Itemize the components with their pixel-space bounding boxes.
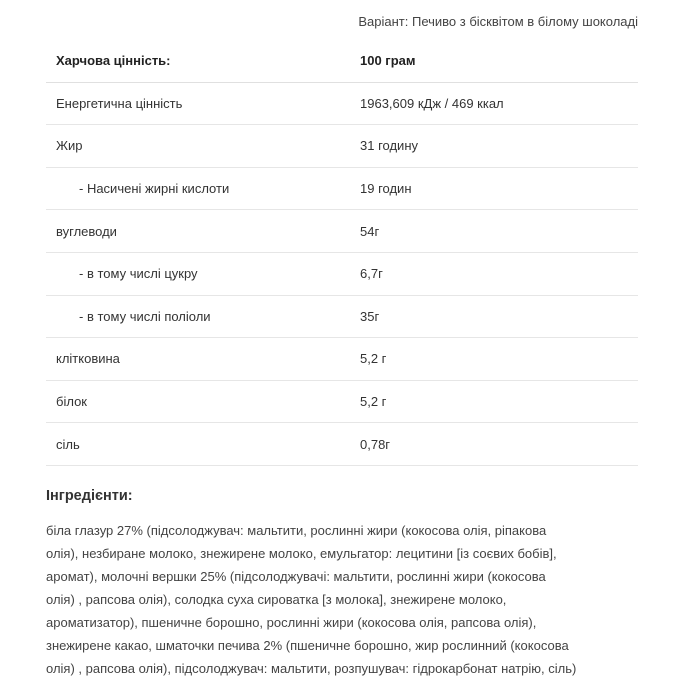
table-row [46, 168, 638, 211]
nutrient-name: вуглеводи [56, 223, 117, 239]
nutrient-name: сіль [56, 436, 80, 452]
nutrient-value: 19 годин [360, 181, 412, 197]
nutrient-value: 1963,609 кДж / 469 ккал [360, 95, 504, 111]
table-row [46, 338, 638, 381]
ingredients-text [46, 519, 646, 680]
nutrient-name: - Насичені жирні кислоти [79, 181, 230, 197]
nutrient-name: клітковина [56, 351, 120, 367]
ingredients-line: олія) , рапсова олія), підсолоджувач: мальтити, розпушувач: гідрокарбонат натрію, сіль) [46, 661, 577, 676]
table-row [46, 296, 638, 339]
nutrient-value: 35г [360, 308, 380, 324]
nutrient-name: - в тому числі поліоли [79, 308, 211, 324]
table-row [46, 83, 638, 126]
table-row [46, 125, 638, 168]
variant-value: Печиво з бісквітом в білому шоколаді [412, 14, 638, 29]
table-row [46, 210, 638, 253]
nutrient-name: - в тому числі цукру [79, 266, 198, 282]
nutrient-name: Енергетична цінність [56, 95, 183, 111]
ingredients-line: знежирене какао, шматочки печива 2% (пшеничне борошно, жир рослинний (кокосова [46, 638, 569, 653]
ingredients-line: ароматизатор), пшеничне борошно, рослинні жири (кокосова олія, рапсова олія), [46, 615, 537, 630]
table-row [46, 423, 638, 466]
table-row [46, 253, 638, 296]
nutrient-value: 6,7г [360, 266, 383, 282]
ingredients-line: аромат), молочні вершки 25% (підсолоджувачі: мальтити, рослинні жири (кокосова [46, 569, 546, 584]
table-row [46, 381, 638, 424]
variant-label: Варіант: [358, 14, 409, 29]
ingredients-line: олія) , рапсова олія), солодка суха сироватка [з молока], знежирене молоко, [46, 592, 507, 607]
nutrient-value: 0,78г [360, 436, 391, 452]
nutrition-header-name: Харчова цінність: [56, 53, 171, 69]
variant-line [358, 14, 638, 29]
nutrient-value: 31 годину [360, 138, 418, 154]
nutrition-header-value: 100 грам [360, 53, 416, 69]
ingredients-title: Інгредієнти: [46, 488, 133, 504]
ingredients-line: біла глазур 27% (підсолоджувач: мальтити, рослинні жири (кокосова олія, ріпакова [46, 523, 547, 538]
nutrient-name: білок [56, 394, 87, 410]
nutrient-name: Жир [56, 138, 83, 154]
ingredients-line: олія), незбиране молоко, знежирене молоко, емульгатор: лецитини [із соєвих бобів], [46, 546, 557, 561]
nutrient-value: 5,2 г [360, 394, 387, 410]
nutrition-table [46, 40, 638, 466]
nutrient-value: 5,2 г [360, 351, 387, 367]
nutrient-value: 54г [360, 223, 380, 239]
nutrition-header-row [46, 40, 638, 83]
